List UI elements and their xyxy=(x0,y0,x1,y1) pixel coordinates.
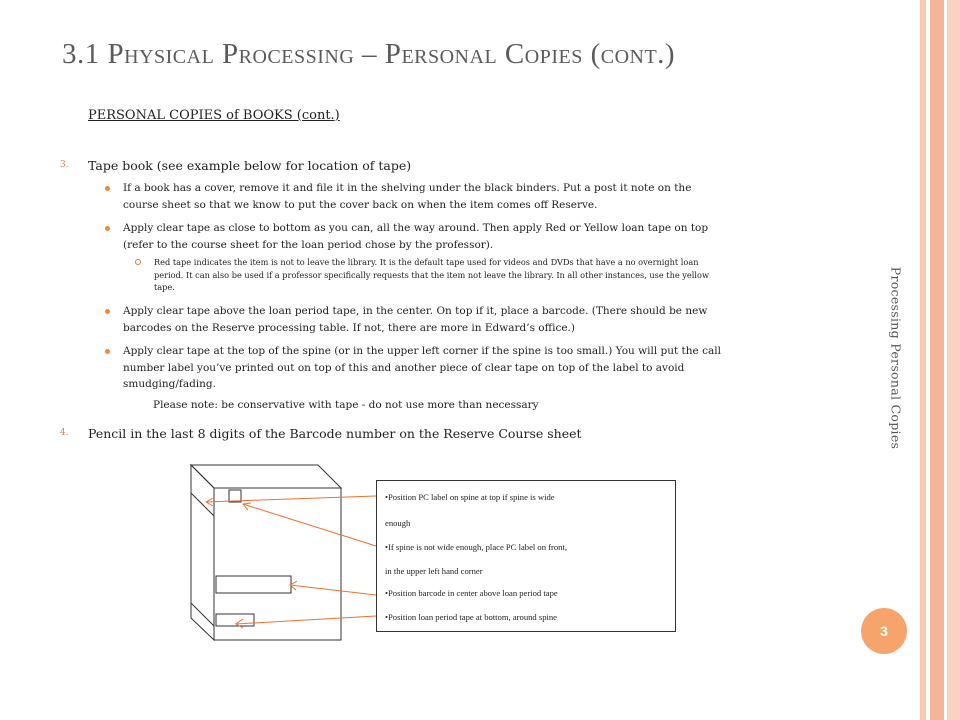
barcode-area xyxy=(216,576,291,593)
list-number: 4. xyxy=(60,428,69,438)
bullet-dot xyxy=(105,309,110,314)
bullet-line: Apply clear tape at the top of the spine (or in the upper left corner if the spine is too small.) You will put the call xyxy=(123,345,721,357)
list-number: 3. xyxy=(60,160,69,170)
bullet-line: Apply clear tape as close to bottom as you can, all the way around. Then apply Red or Yellow loan tape on top xyxy=(123,222,709,234)
tape-note: Please note: be conservative with tape - do not use more than necessary xyxy=(153,399,539,411)
slide-title: 3.1 Physical Processing – Personal Copies (cont.) xyxy=(62,38,676,70)
sub-bullet-line: period. It can also be used if a professor specifically requests that the item not leave the library. In all other instances, use the yellow xyxy=(154,269,709,280)
legend-line: •Position PC label on spine at top if spine is wide xyxy=(385,492,555,502)
list-text: Tape book (see example below for location of tape) xyxy=(88,158,412,173)
bullet-barcode xyxy=(105,303,820,336)
bullet-cover xyxy=(105,180,820,213)
bullet-line: If a book has a cover, remove it and file it in the shelving under the black binders. Put a post it note on the xyxy=(123,182,692,194)
sub-bullet-line: tape. xyxy=(154,282,175,292)
bullet-line: number label you’ve printed out on top of this and another piece of clear tape on top of the label to avoid xyxy=(123,361,685,374)
bullet-dot xyxy=(105,349,110,354)
bullet-line: course sheet so that we know to put the cover back on when the item comes off Reserve. xyxy=(123,198,598,211)
bullet-clear-tape xyxy=(105,220,820,253)
diagram-legend-box xyxy=(376,480,676,632)
side-section-label: Processing Personal Copies xyxy=(888,266,904,450)
pc-label-box xyxy=(229,490,241,502)
decorative-stripe xyxy=(920,0,926,720)
sub-bullet-red-tape xyxy=(135,256,825,294)
loan-tape-area xyxy=(216,614,254,626)
book-top xyxy=(191,465,341,488)
section-subtitle: PERSONAL COPIES of BOOKS (cont.) xyxy=(88,108,340,123)
legend-line: •Position loan period tape at bottom, around spine xyxy=(385,612,557,622)
list-text: Pencil in the last 8 digits of the Barcode number on the Reserve Course sheet xyxy=(88,426,582,441)
book-front-cover xyxy=(214,488,341,640)
spine-band-top xyxy=(191,493,214,516)
bullet-spine-label xyxy=(105,343,820,393)
bullet-line: smudging/fading. xyxy=(123,378,216,390)
bullet-line: Apply clear tape above the loan period tape, in the center. On top if it, place a barcode. (There should be new xyxy=(123,305,708,317)
decorative-stripe xyxy=(930,0,944,720)
decorative-stripe xyxy=(947,0,960,720)
bullet-dot xyxy=(105,186,110,191)
spine-band-bottom xyxy=(191,603,214,626)
book-spine xyxy=(191,465,214,640)
pointer-arrows xyxy=(206,496,376,628)
bullet-line: barcodes on the Reserve processing table. If not, there are more in Edward’s office.) xyxy=(123,321,575,334)
sub-bullet-ring xyxy=(135,259,141,265)
legend-line: •If spine is not wide enough, place PC label on front, xyxy=(385,542,568,552)
legend-line: in the upper left hand corner xyxy=(385,566,483,576)
bullet-dot xyxy=(105,226,110,231)
legend-line: •Position barcode in center above loan period tape xyxy=(385,588,558,598)
page-number-badge: 3 xyxy=(861,608,907,654)
legend-line: enough xyxy=(385,518,411,528)
sub-bullet-line: Red tape indicates the item is not to leave the library. It is the default tape used for videos and DVDs that have a no overnight loan xyxy=(154,257,699,267)
bullet-line: (refer to the course sheet for the loan period chose by the professor). xyxy=(123,238,494,251)
